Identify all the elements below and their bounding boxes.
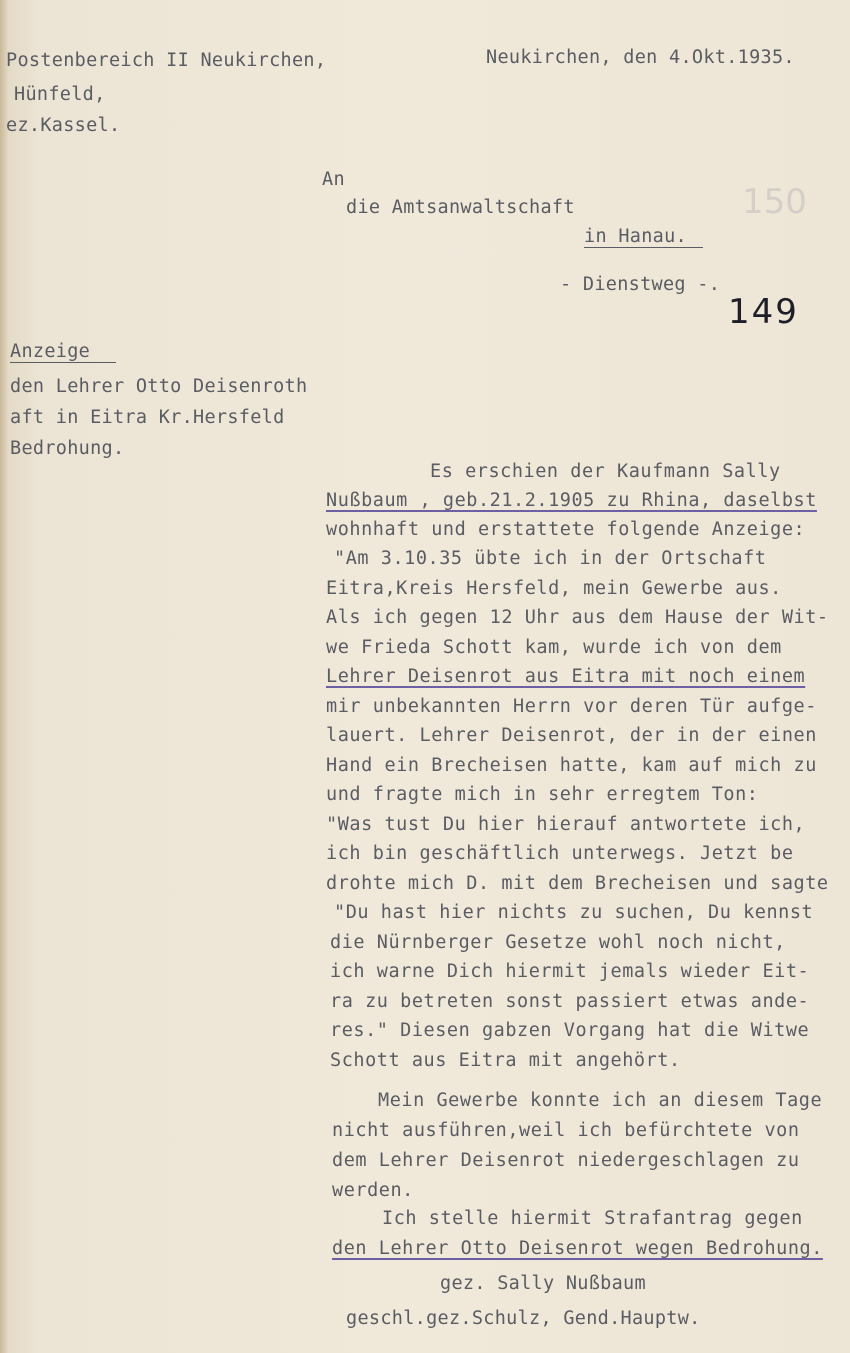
body-line: drohte mich D. mit dem Brecheisen und sagte xyxy=(326,873,829,894)
body-line: wohnhaft und erstattete folgende Anzeige: xyxy=(326,519,806,540)
body-line: we Frieda Schott kam, wurde ich von dem xyxy=(326,637,782,658)
body-line: lauert. Lehrer Deisenrot, der in der einen xyxy=(326,725,817,746)
body-line: "Du hast hier nichts zu suchen, Du kennst xyxy=(334,902,814,923)
body-line: Ich stelle hiermit Strafantrag gegen xyxy=(382,1208,803,1229)
place-date: Neukirchen, den 4.Okt.1935. xyxy=(486,47,795,68)
body-line: den Lehrer Otto Deisenrot wegen Bedrohung. xyxy=(332,1238,823,1259)
recipient-line-4: - Dienstweg -. xyxy=(560,274,721,295)
folio-number: 149 xyxy=(728,292,799,332)
recipient-line-3: in Hanau. xyxy=(584,226,703,248)
subject-line-1: den Lehrer Otto Deisenroth xyxy=(10,376,308,397)
page-edge xyxy=(0,0,8,1353)
body-line: mir unbekannten Herrn vor deren Tür aufge- xyxy=(326,696,817,717)
signature-nussbaum: gez. Sally Nußbaum xyxy=(440,1273,646,1294)
body-line: "Was tust Du hier hierauf antwortete ich, xyxy=(326,814,806,835)
sender-line-1: Postenbereich II Neukirchen, xyxy=(6,50,327,71)
body-line: Lehrer Deisenrot aus Eitra mit noch einem xyxy=(326,666,806,687)
signature-schulz: geschl.gez.Schulz, Gend.Hauptw. xyxy=(346,1308,701,1329)
body-line: nicht ausführen,weil ich befürchtete von xyxy=(332,1120,800,1141)
body-line: Als ich gegen 12 Uhr aus dem Hause der Wit- xyxy=(326,607,829,628)
recipient-line-2: die Amtsanwaltschaft xyxy=(346,197,575,218)
recipient-line-1: An xyxy=(322,169,345,190)
body-line: ra zu betreten sonst passiert etwas ande- xyxy=(330,991,810,1012)
body-line: ich warne Dich hiermit jemals wieder Eit- xyxy=(330,961,810,982)
body-line: "Am 3.10.35 übte ich in der Ortschaft xyxy=(334,548,767,569)
subject-title: Anzeige xyxy=(10,341,116,363)
body-line: Hand ein Brecheisen hatte, kam auf mich zu xyxy=(326,755,817,776)
subject-line-3: Bedrohung. xyxy=(10,438,125,459)
bleed-through-number: 150 xyxy=(742,182,807,222)
body-line: Eitra,Kreis Hersfeld, mein Gewerbe aus. xyxy=(326,578,782,599)
body-line: Mein Gewerbe konnte ich an diesem Tage xyxy=(378,1090,823,1111)
body-line: und fragte mich in sehr erregtem Ton: xyxy=(326,784,759,805)
body-line: Nußbaum , geb.21.2.1905 zu Rhina, daselbst xyxy=(326,490,817,511)
body-line: res." Diesen gabzen Vorgang hat die Witwe xyxy=(330,1020,810,1041)
sender-line-2: Hünfeld, xyxy=(14,84,106,105)
sender-line-3: ez.Kassel. xyxy=(6,115,121,136)
body-line: dem Lehrer Deisenrot niedergeschlagen zu xyxy=(332,1150,800,1171)
body-line: die Nürnberger Gesetze wohl noch nicht, xyxy=(330,932,786,953)
body-line: Schott aus Eitra mit angehört. xyxy=(330,1050,681,1071)
body-line: werden. xyxy=(332,1180,414,1201)
body-line: ich bin geschäftlich unterwegs. Jetzt be xyxy=(326,843,794,864)
body-line: Es erschien der Kaufmann Sally xyxy=(430,461,781,482)
subject-line-2: aft in Eitra Kr.Hersfeld xyxy=(10,407,285,428)
